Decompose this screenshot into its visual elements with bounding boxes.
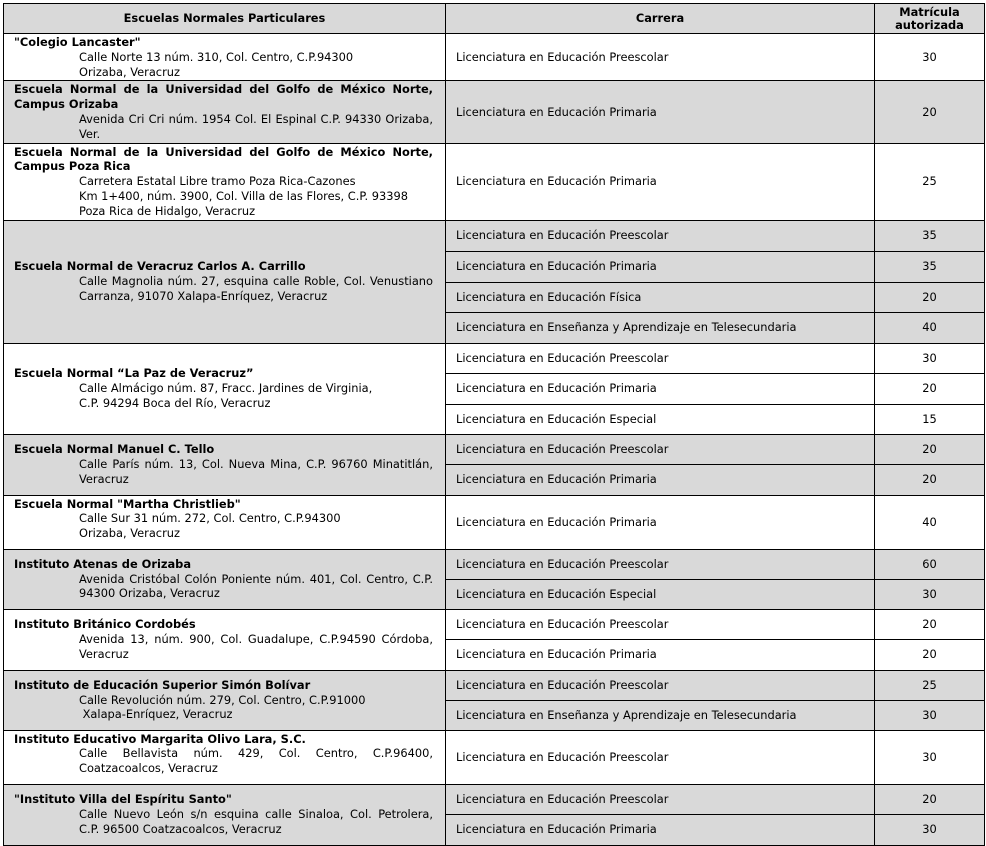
career-cell: Licenciatura en Educación Especial — [446, 579, 875, 609]
quota-cell: 30 — [875, 730, 985, 784]
quota-cell: 30 — [875, 700, 985, 730]
career-cell: Licenciatura en Educación Preescolar — [446, 670, 875, 700]
school-name: Instituto Británico Cordobés — [14, 617, 196, 632]
school-cell — [4, 784, 446, 845]
quota-cell: 20 — [875, 784, 985, 814]
career-cell: Licenciatura en Educación Primaria — [446, 373, 875, 404]
career-cell: Licenciatura en Educación Primaria — [446, 251, 875, 282]
career-cell: Licenciatura en Enseñanza y Aprendizaje en Telesecundaria — [446, 312, 875, 343]
table-row — [4, 670, 985, 700]
document-page — [3, 3, 984, 846]
quota-cell: 20 — [875, 282, 985, 312]
career-cell: Licenciatura en Educación Primaria — [446, 495, 875, 549]
quota-cell: 30 — [875, 579, 985, 609]
quota-cell: 30 — [875, 34, 985, 81]
quota-cell: 20 — [875, 373, 985, 404]
header-quota: Matrícula autorizada — [875, 4, 985, 34]
school-cell — [4, 81, 446, 143]
table-row — [4, 81, 985, 143]
quota-cell: 40 — [875, 495, 985, 549]
school-cell — [4, 434, 446, 495]
school-name: Instituto de Educación Superior Simón Bolívar — [14, 677, 311, 692]
career-cell: Licenciatura en Educación Preescolar — [446, 609, 875, 639]
career-cell: Licenciatura en Educación Primaria — [446, 143, 875, 220]
school-name: "Colegio Lancaster" — [14, 35, 141, 49]
career-cell: Licenciatura en Educación Primaria — [446, 814, 875, 845]
quota-cell: 30 — [875, 343, 985, 373]
header-row — [4, 4, 985, 34]
quota-cell: 35 — [875, 220, 985, 251]
quota-cell: 20 — [875, 81, 985, 143]
school-address: Avenida 13, núm. 900, Col. Guadalupe, C.P.94590 Córdoba, Veracruz — [79, 632, 437, 661]
quota-cell: 20 — [875, 609, 985, 639]
school-cell — [4, 143, 446, 220]
school-name: Instituto Atenas de Orizaba — [14, 556, 191, 571]
schools-table — [3, 3, 985, 846]
quota-cell: 25 — [875, 670, 985, 700]
school-address: Calle Revolución núm. 279, Col. Centro, C.P.91000 Xalapa-Enríquez, Veracruz — [79, 692, 366, 722]
school-address: Avenida Cri Cri núm. 1954 Col. El Espinal C.P. 94330 Orizaba, Ver. — [79, 111, 437, 141]
school-cell — [4, 220, 446, 343]
table-row — [4, 34, 985, 81]
school-cell — [4, 730, 446, 784]
table-row — [4, 609, 985, 639]
quota-cell: 30 — [875, 814, 985, 845]
school-address: Calle Norte 13 núm. 310, Col. Centro, C.P.94300 Orizaba, Veracruz — [79, 49, 354, 79]
school-address: Calle Bellavista núm. 429, Col. Centro, C.P.96400, Coatzacoalcos, Veracruz — [79, 746, 437, 776]
table-row — [4, 784, 985, 814]
quota-cell: 60 — [875, 549, 985, 579]
table-body — [4, 34, 985, 846]
table-row — [4, 730, 985, 784]
school-address: Calle Magnolia núm. 27, esquina calle Roble, Col. Venustiano Carranza, 91070 Xalapa-Enríquez, Veracruz — [79, 274, 437, 303]
school-address: Calle Almácigo núm. 87, Fracc. Jardines de Virginia, C.P. 94294 Boca del Río, Veracruz — [79, 381, 373, 410]
quota-cell: 20 — [875, 464, 985, 495]
quota-cell: 25 — [875, 143, 985, 220]
school-cell — [4, 343, 446, 434]
career-cell: Licenciatura en Educación Preescolar — [446, 220, 875, 251]
school-address: Carretera Estatal Libre tramo Poza Rica-Cazones Km 1+400, núm. 3900, Col. Villa de las Flores, C.P. 93398 Poza Rica de Hidalgo, Veracruz — [79, 174, 408, 218]
quota-cell: 20 — [875, 434, 985, 464]
school-name: Escuela Normal de la Universidad del Golfo de México Norte, Campus Orizaba — [14, 82, 433, 112]
school-cell — [4, 549, 446, 609]
school-name: "Instituto Villa del Espíritu Santo" — [14, 792, 232, 807]
school-name: Escuela Normal de Veracruz Carlos A. Carrillo — [14, 259, 306, 274]
school-name: Escuela Normal de la Universidad del Golfo de México Norte, Campus Poza Rica — [14, 144, 433, 174]
career-cell: Licenciatura en Educación Primaria — [446, 464, 875, 495]
career-cell: Licenciatura en Educación Especial — [446, 404, 875, 434]
table-row — [4, 549, 985, 579]
school-cell — [4, 609, 446, 670]
table-row — [4, 495, 985, 549]
table-row — [4, 343, 985, 373]
table-row — [4, 434, 985, 464]
quota-cell: 35 — [875, 251, 985, 282]
career-cell: Licenciatura en Educación Preescolar — [446, 434, 875, 464]
quota-cell: 15 — [875, 404, 985, 434]
career-cell: Licenciatura en Educación Preescolar — [446, 730, 875, 784]
table-row — [4, 220, 985, 251]
career-cell: Licenciatura en Educación Preescolar — [446, 343, 875, 373]
career-cell: Licenciatura en Enseñanza y Aprendizaje en Telesecundaria — [446, 700, 875, 730]
school-cell — [4, 495, 446, 549]
quota-cell: 40 — [875, 312, 985, 343]
school-address: Calle París núm. 13, Col. Nueva Mina, C.P. 96760 Minatitlán, Veracruz — [79, 457, 437, 486]
school-cell — [4, 34, 446, 81]
quota-cell: 20 — [875, 639, 985, 670]
career-cell: Licenciatura en Educación Física — [446, 282, 875, 312]
school-name: Escuela Normal "Martha Christlieb" — [14, 496, 241, 511]
career-cell: Licenciatura en Educación Preescolar — [446, 549, 875, 579]
school-name: Escuela Normal “La Paz de Veracruz” — [14, 366, 254, 381]
career-cell: Licenciatura en Educación Primaria — [446, 81, 875, 143]
school-cell — [4, 670, 446, 730]
school-name: Instituto Educativo Margarita Olivo Lara, S.C. — [14, 731, 306, 746]
career-cell: Licenciatura en Educación Primaria — [446, 639, 875, 670]
table-row — [4, 143, 985, 220]
career-cell: Licenciatura en Educación Preescolar — [446, 34, 875, 81]
school-address: Calle Nuevo León s/n esquina calle Sinaloa, Col. Petrolera, C.P. 96500 Coatzacoalcos, Veracruz — [79, 807, 437, 836]
header-school: Escuelas Normales Particulares — [4, 4, 446, 34]
school-name: Escuela Normal Manuel C. Tello — [14, 442, 215, 457]
career-cell: Licenciatura en Educación Preescolar — [446, 784, 875, 814]
school-address: Avenida Cristóbal Colón Poniente núm. 401, Col. Centro, C.P. 94300 Orizaba, Veracruz — [79, 571, 437, 601]
school-address: Calle Sur 31 núm. 272, Col. Centro, C.P.94300 Orizaba, Veracruz — [79, 511, 341, 541]
header-career: Carrera — [446, 4, 875, 34]
